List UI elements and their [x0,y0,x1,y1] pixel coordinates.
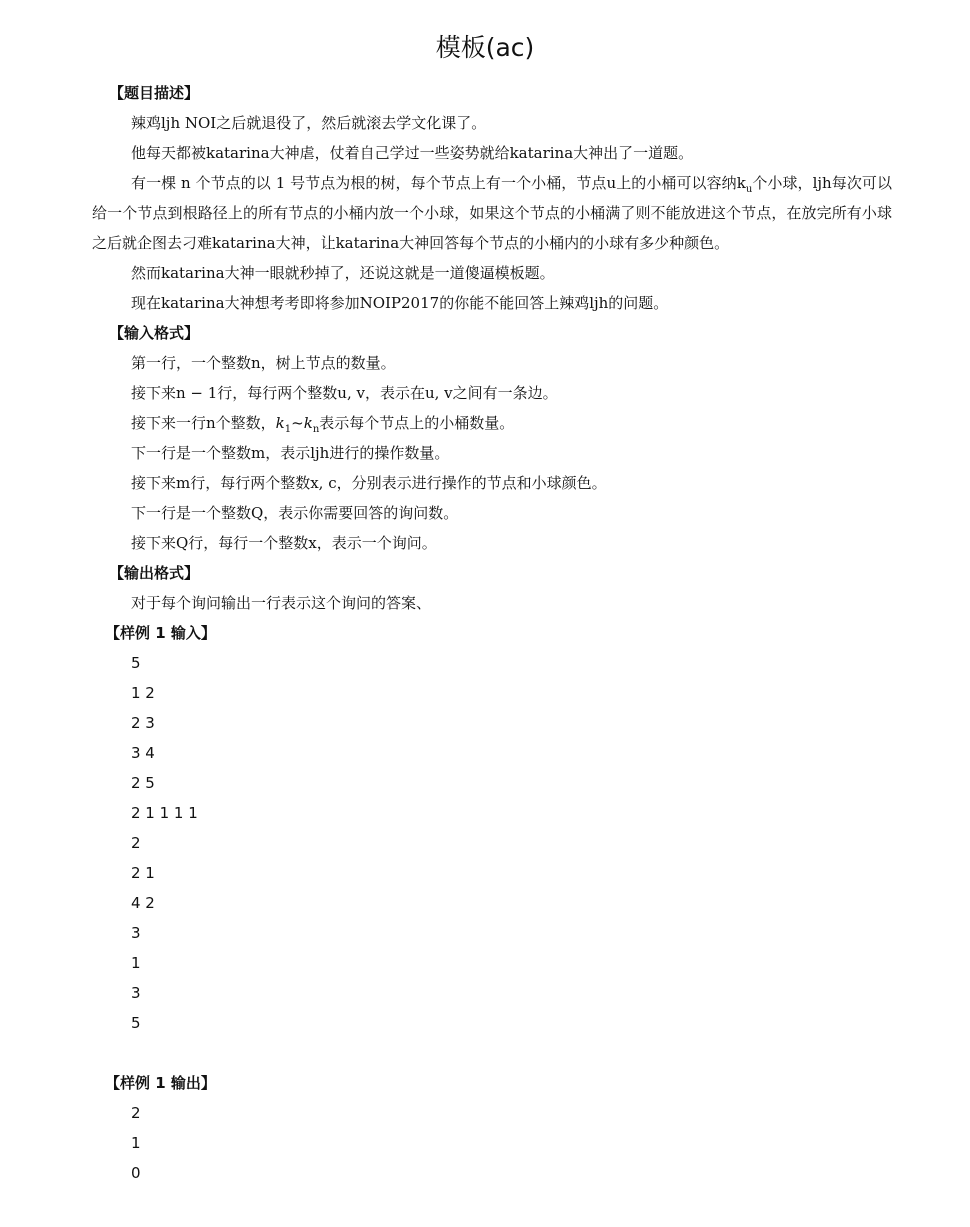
math-k1-sub: 1 [284,424,292,435]
sample-output-line: 1 [131,1134,141,1152]
capacity-sub-u: u [745,184,753,195]
input-line-2: 接下来n − 1行，每行两个整数u, v，表示在u, v之间有一条边。 [131,384,558,402]
blank-line [92,1038,892,1068]
math-k1: k [275,414,285,432]
section-heading-sample-output: 【样例 1 输出】 [105,1074,216,1092]
problem-content [92,78,892,1188]
section-heading-output: 【输出格式】 [109,564,200,582]
input-line-1: 第一行，一个整数n，树上节点的数量。 [131,354,396,372]
page-title: 模板(ac) [435,33,535,62]
math-tilde: ~ [291,414,304,432]
desc-line-3a: 有一棵 n 个节点的以 1 号节点为根的树，每个节点上有一个小桶，节点u上的小桶可以容纳 [131,174,737,192]
capacity-k: k [736,174,746,192]
section-heading-sample-input: 【样例 1 输入】 [105,624,216,642]
desc-line-4: 然而katarina大神一眼就秒掉了，还说这就是一道傻逼模板题。 [131,264,555,282]
sample-input-line: 5 [131,654,141,672]
sample-input-line: 5 [131,1014,141,1032]
desc-line-2: 他每天都被katarina大神虐，仗着自己学过一些姿势就给katarina大神出了一道题。 [131,144,694,162]
input-line-3 [92,408,892,438]
input-line-3a: 接下来一行n个整数， [131,414,276,432]
sample-input-line: 1 [131,954,141,972]
sample-input-line: 2 3 [131,714,155,732]
sample-input-line: 1 2 [131,684,155,702]
input-line-3b: 表示每个节点上的小桶数量。 [319,414,515,432]
input-line-5: 接下来m行，每行两个整数x, c，分别表示进行操作的节点和小球颜色。 [131,474,607,492]
desc-paragraph-3 [92,168,892,258]
sample-input-line: 3 4 [131,744,155,762]
output-line-1: 对于每个询问输出一行表示这个询问的答案、 [131,594,432,612]
sample-input-line: 2 [131,834,141,852]
desc-line-5: 现在katarina大神想考考即将参加NOIP2017的你能不能回答上辣鸡ljh的问题。 [131,294,669,312]
math-kn-sub: n [312,424,320,435]
input-line-6: 下一行是一个整数Q，表示你需要回答的询问数。 [131,504,459,522]
desc-line-1: 辣鸡ljh NOI之后就退役了，然后就滚去学文化课了。 [131,114,487,132]
sample-output-line: 2 [131,1104,141,1122]
section-heading-input: 【输入格式】 [109,324,200,342]
section-heading-description: 【题目描述】 [109,84,200,102]
sample-input-line: 4 2 [131,894,155,912]
input-line-4: 下一行是一个整数m，表示ljh进行的操作数量。 [131,444,450,462]
sample-input-line: 2 1 1 1 1 [131,804,198,822]
sample-input-line: 3 [131,984,141,1002]
input-line-7: 接下来Q行，每行一个整数x，表示一个询问。 [131,534,437,552]
sample-input-line: 2 5 [131,774,155,792]
math-kn: k [303,414,313,432]
sample-input-line: 2 1 [131,864,155,882]
sample-input-line: 3 [131,924,141,942]
desc-line-3b: 个小球，ljh每次可以给一个节点到根路径上的所有节点的小桶内放一个小球，如果这个节点的小桶满了则不能放进这个节点，在放完所有小球之后就企图去刁难katarina大神，让katarina大神回答每个节点的小桶内的小球有多少种颜色。 [92,174,892,252]
sample-output-line: 0 [131,1164,141,1182]
